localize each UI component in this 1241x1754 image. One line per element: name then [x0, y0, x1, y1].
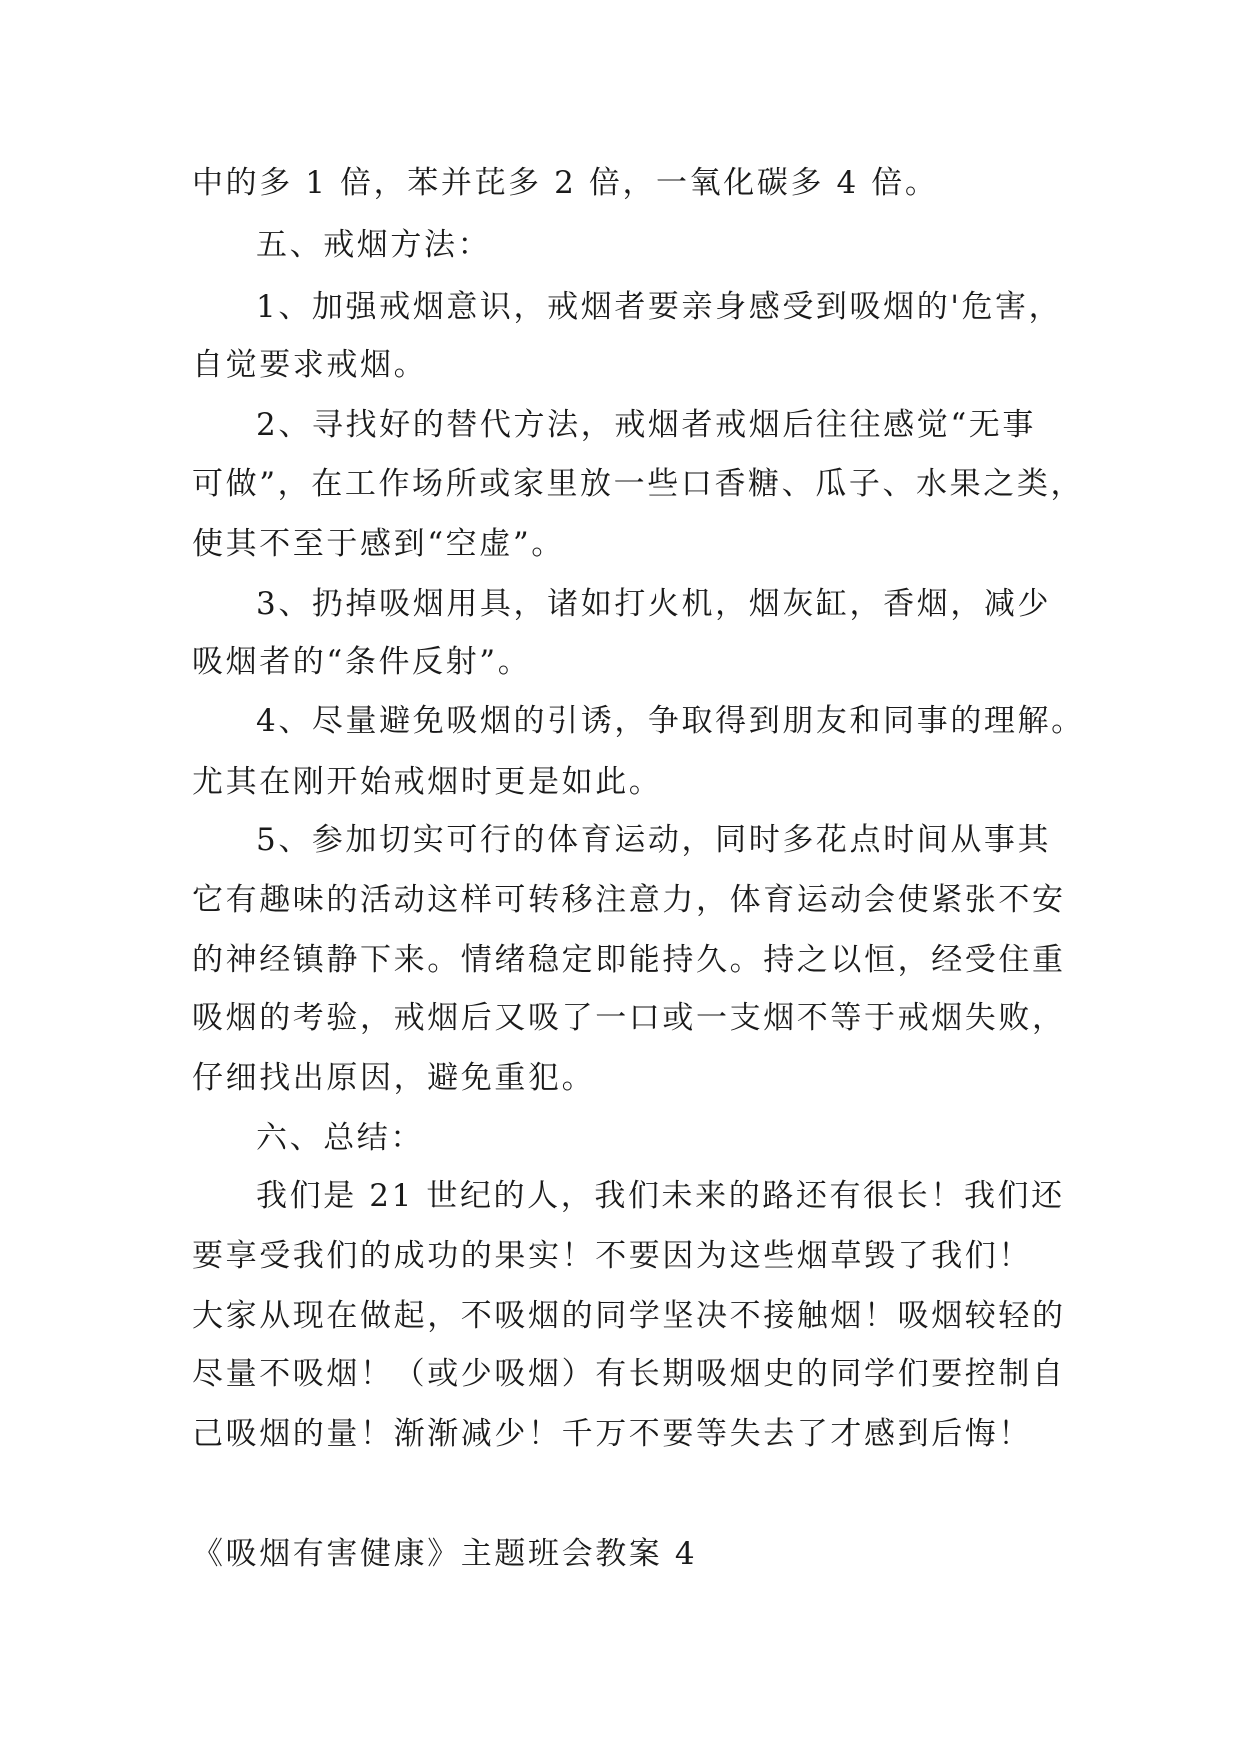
paragraph-line: 4、尽量避免吸烟的引诱，争取得到朋友和同事的理解。	[256, 703, 1085, 739]
next-section-title: 《吸烟有害健康》主题班会教案 4	[192, 1536, 698, 1572]
paragraph-line: 的神经镇静下来。情绪稳定即能持久。持之以恒，经受住重	[192, 942, 1066, 978]
paragraph-line: 仔细找出原因，避免重犯。	[192, 1060, 596, 1096]
paragraph-line: 3、扔掉吸烟用具，诸如打火机，烟灰缸，香烟，减少	[256, 586, 1052, 622]
paragraph-line: 尽量不吸烟！（或少吸烟）有长期吸烟史的同学们要控制自	[192, 1356, 1066, 1392]
paragraph-line: 尤其在刚开始戒烟时更是如此。	[192, 764, 663, 800]
paragraph-line: 己吸烟的量！渐渐减少！千万不要等失去了才感到后悔！	[192, 1416, 1032, 1452]
paragraph-line: 5、参加切实可行的体育运动，同时多花点时间从事其	[256, 822, 1052, 858]
section-heading: 五、戒烟方法：	[256, 227, 492, 263]
paragraph-line: 大家从现在做起，不吸烟的同学坚决不接触烟！吸烟较轻的	[192, 1298, 1066, 1334]
paragraph-line: 2、寻找好的替代方法，戒烟者戒烟后往往感觉“无事	[256, 407, 1036, 443]
paragraph-line: 自觉要求戒烟。	[192, 347, 428, 383]
paragraph-line: 吸烟的考验，戒烟后又吸了一口或一支烟不等于戒烟失败，	[192, 1000, 1066, 1036]
paragraph-line: 可做”，在工作场所或家里放一些口香糖、瓜子、水果之类，	[192, 466, 1085, 502]
paragraph-line: 1、加强戒烟意识，戒烟者要亲身感受到吸烟的'危害，	[256, 289, 1063, 325]
paragraph-line: 吸烟者的“条件反射”。	[192, 644, 532, 680]
paragraph-line: 要享受我们的成功的果实！不要因为这些烟草毁了我们！	[192, 1238, 1032, 1274]
paragraph-line: 我们是 21 世纪的人，我们未来的路还有很长！我们还	[256, 1178, 1065, 1214]
paragraph-line: 使其不至于感到“空虚”。	[192, 526, 565, 562]
paragraph-line: 中的多 1 倍，苯并芘多 2 倍，一氧化碳多 4 倍。	[192, 165, 939, 201]
paragraph-line: 它有趣味的活动这样可转移注意力，体育运动会使紧张不安	[192, 882, 1066, 918]
section-heading: 六、总结：	[256, 1120, 424, 1156]
